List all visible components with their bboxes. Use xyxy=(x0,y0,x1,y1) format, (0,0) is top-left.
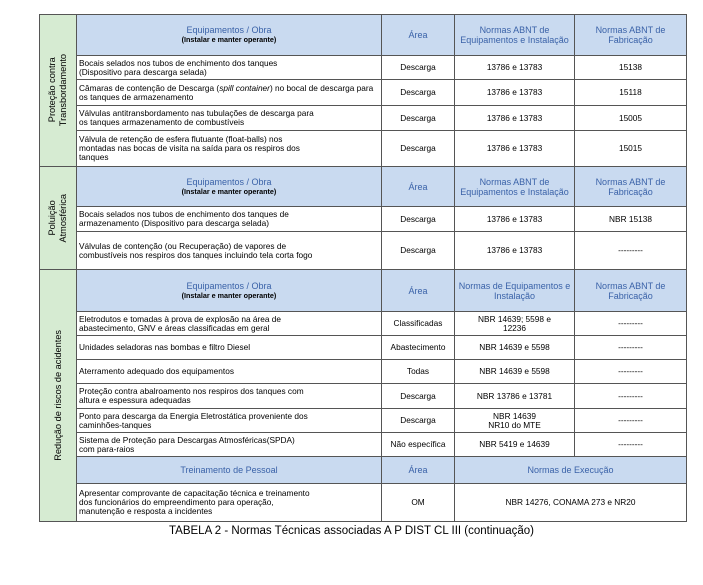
header-training: Treinamento de Pessoal xyxy=(77,457,382,484)
table-row xyxy=(40,232,687,270)
section-header-accident-risk xyxy=(40,270,687,312)
table-row xyxy=(40,336,687,360)
header-norms-fab: Normas ABNT de Fabricação xyxy=(575,270,687,312)
header-norms-install: Normas de Equipamentos e Instalação xyxy=(455,270,575,312)
row-area: Descarga xyxy=(382,384,455,409)
header-equipment: Equipamentos / Obra (Instalar e manter operante) xyxy=(77,270,382,312)
table-row xyxy=(40,56,687,80)
row-norms-fab: --------- xyxy=(575,360,687,384)
row-area: Abastecimento xyxy=(382,336,455,360)
row-norms-fab: --------- xyxy=(575,433,687,457)
row-description: Eletrodutos e tomadas à prova de explosão na área de abastecimento, GNV e áreas classificadas em geral xyxy=(77,312,382,336)
row-norms-fab: 15138 xyxy=(575,56,687,80)
row-norms-fab: 15118 xyxy=(575,80,687,106)
row-area: Descarga xyxy=(382,56,455,80)
row-description: Válvulas de contenção (ou Recuperação) de vapores de combustíveis nos respiros dos tanques incluindo tela corta fogo xyxy=(77,232,382,270)
row-norms-fab: NBR 15138 xyxy=(575,207,687,232)
table-row xyxy=(40,131,687,167)
row-area: Descarga xyxy=(382,106,455,131)
row-description: Unidades seladoras nas bombas e filtro Diesel xyxy=(77,336,382,360)
row-area: OM xyxy=(382,484,455,522)
row-description: Bocais selados nos tubos de enchimento dos tanques de armazenamento (Dispositivo para descarga selada) xyxy=(77,207,382,232)
row-norms-install: NBR 5419 e 14639 xyxy=(455,433,575,457)
row-description: Câmaras de contenção de Descarga (spill container) no bocal de descarga para os tanques de armazenamento xyxy=(77,80,382,106)
header-norms-execution: Normas de Execução xyxy=(455,457,687,484)
header-norms-fab: Normas ABNT de Fabricação xyxy=(575,167,687,207)
row-norms-fab: --------- xyxy=(575,312,687,336)
row-description: Sistema de Proteção para Descargas Atmosféricas(SPDA) com para-raios xyxy=(77,433,382,457)
table-row xyxy=(40,360,687,384)
row-norms-install: NBR 14639 NR10 do MTE xyxy=(455,409,575,433)
row-norms-fab: --------- xyxy=(575,384,687,409)
side-label-overflow-protection: Proteção contra Transbordamento xyxy=(40,15,77,167)
table-row xyxy=(40,106,687,131)
table-row xyxy=(40,384,687,409)
row-norms-execution: NBR 14276, CONAMA 273 e NR20 xyxy=(455,484,687,522)
table-row xyxy=(40,484,687,522)
section-header-overflow-protection xyxy=(40,15,687,56)
row-area: Não específica xyxy=(382,433,455,457)
header-area: Área xyxy=(382,270,455,312)
section-header-training xyxy=(40,457,687,484)
row-area: Todas xyxy=(382,360,455,384)
row-norms-install: NBR 14639 e 5598 xyxy=(455,360,575,384)
table-row xyxy=(40,312,687,336)
norms-table xyxy=(39,14,687,522)
row-norms-fab: 15015 xyxy=(575,131,687,167)
row-norms-install: 13786 e 13783 xyxy=(455,80,575,106)
header-equipment: Equipamentos / Obra (Instalar e manter operante) xyxy=(77,167,382,207)
row-norms-install: 13786 e 13783 xyxy=(455,56,575,80)
row-description: Válvulas antitransbordamento nas tubulações de descarga para os tanques armazenamento de combustíveis xyxy=(77,106,382,131)
row-norms-fab: --------- xyxy=(575,336,687,360)
row-norms-fab: --------- xyxy=(575,409,687,433)
row-norms-install: 13786 e 13783 xyxy=(455,131,575,167)
header-area: Área xyxy=(382,457,455,484)
header-area: Área xyxy=(382,15,455,56)
row-description: Aterramento adequado dos equipamentos xyxy=(77,360,382,384)
header-norms-fab: Normas ABNT de Fabricação xyxy=(575,15,687,56)
table-row xyxy=(40,80,687,106)
row-area: Descarga xyxy=(382,232,455,270)
row-description: Ponto para descarga da Energia Eletrostática proveniente dos caminhões-tanques xyxy=(77,409,382,433)
row-norms-fab: 15005 xyxy=(575,106,687,131)
table-row xyxy=(40,409,687,433)
header-equipment: Equipamentos / Obra (Instalar e manter operante) xyxy=(77,15,382,56)
side-label-accident-risk: Redução de riscos de acidentes xyxy=(40,270,77,522)
row-norms-install: NBR 14639 e 5598 xyxy=(455,336,575,360)
row-norms-install: 13786 e 13783 xyxy=(455,106,575,131)
table-row xyxy=(40,207,687,232)
row-area: Descarga xyxy=(382,409,455,433)
row-norms-install: 13786 e 13783 xyxy=(455,232,575,270)
header-norms-install: Normas ABNT de Equipamentos e Instalação xyxy=(455,167,575,207)
header-area: Área xyxy=(382,167,455,207)
row-norms-install: NBR 13786 e 13781 xyxy=(455,384,575,409)
side-label-air-pollution: Poluição Atmosférica xyxy=(40,167,77,270)
row-area: Descarga xyxy=(382,80,455,106)
header-norms-install: Normas ABNT de Equipamentos e Instalação xyxy=(455,15,575,56)
table-caption: TABELA 2 - Normas Técnicas associadas A P DIST CL III (continuação) xyxy=(169,525,534,537)
row-description: Bocais selados nos tubos de enchimento dos tanques (Dispositivo para descarga selada) xyxy=(77,56,382,80)
row-norms-install: 13786 e 13783 xyxy=(455,207,575,232)
row-area: Descarga xyxy=(382,207,455,232)
row-description: Proteção contra abalroamento nos respiros dos tanques com altura e espessura adequadas xyxy=(77,384,382,409)
section-header-air-pollution xyxy=(40,167,687,207)
row-norms-fab: --------- xyxy=(575,232,687,270)
row-norms-install: NBR 14639; 5598 e 12236 xyxy=(455,312,575,336)
row-area: Classificadas xyxy=(382,312,455,336)
table-row xyxy=(40,433,687,457)
row-description: Válvula de retenção de esfera flutuante (float-balls) nos montadas nas bocas de visita na saída para os respiros dos tanques xyxy=(77,131,382,167)
row-description: Apresentar comprovante de capacitação técnica e treinamento dos funcionários do empreendimento para operação, manutenção e resposta a incidentes xyxy=(77,484,382,522)
row-area: Descarga xyxy=(382,131,455,167)
